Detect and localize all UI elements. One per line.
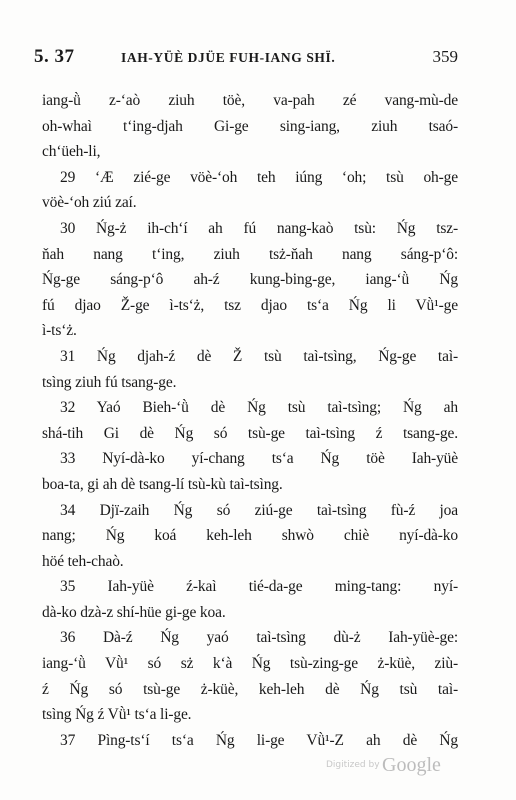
text-line: iang-ǜ z-‘aò ziuh töè, va-pah zé vang-mù-de [42,92,458,109]
text-line: shá-tih Gi dè Ńg só tsù-ge taì-tsìng ź tsang-ge. [42,424,458,442]
verse-start-line: 29 ‘Æ zié-ge vöè-‘oh teh iúng ‘oh; tsù oh-ge [60,168,458,186]
page-number: 359 [432,47,458,66]
text-line: Ńg-ge sáng-p‘ô ah-ź kung-bing-ge, iang-‘ǜ Ńg [42,271,458,289]
running-header [34,46,458,72]
text-line: boa-ta, gi ah dè tsang-lí tsù-kù taì-tsìng. [42,475,283,493]
text-line: ź Ńg só tsù-ge ż-küè, keh-leh dè Ńg tsù taì- [42,680,458,698]
text-line: dà-ko dzà-z shí-hüe gi-ge koa. [42,603,226,621]
text-line: ňah nang t‘ing, ziuh tsż-ňah nang sáng-p‘ô: [42,245,458,263]
digitized-by-text: Digitized by [326,760,380,770]
text-line: höé teh-chaò. [42,552,124,570]
google-watermark: Google [382,754,441,776]
text-line: nang; Ńg koá keh-leh shwò chiè nyí-dà-ko [42,527,458,545]
text-line: ì-ts‘ż. [42,322,77,340]
verse-start-line: 36 Dà-ź Ńg yaó taì-tsìng dù-ż Iah-yüè-ge: [60,629,458,647]
text-line: ch‘üeh-li, [42,143,101,161]
verse-start-line: 31 Ńg djah-ź dè Ž tsù taì-tsìng, Ńg-ge taì- [60,347,458,365]
verse-start-line: 37 Pìng-ts‘í ts‘a Ńg li-ge Vǜ¹-Z ah dè Ńg [60,731,458,749]
text-line: tsìng ziuh fú tsang-ge. [42,373,177,391]
text-line: oh-whaì t‘ing-djah Gi-ge sing-iang, ziuh tsaó- [42,117,458,135]
text-line: fú djao Ž-ge ì-ts‘ż, tsz djao ts‘a Ńg li Vǜ¹-ge [42,296,458,314]
verse-start-line: 34 Djï-zaih Ńg só ziú-ge taì-tsìng fù-ź joa [60,501,458,519]
text-line: iang-‘ǜ Vǜ¹ só sż k‘à Ńg tsù-zing-ge ż-küè, ziù- [42,655,458,673]
chapter-verse-ref: 5. 37 [34,46,75,67]
running-title: IAH-YÜÈ DJÜE FUH-IANG SHÏ. [121,50,336,65]
verse-start-line: 35 Iah-yüè ź-kaì tié-da-ge ming-tang: nyí- [60,578,458,596]
verse-start-line: 33 Nyí-dà-ko yí-chang ts‘a Ńg töè Iah-yüè [60,450,458,468]
verse-start-line: 32 Yaó Bieh-‘ǜ dè Ńg tsù taì-tsìng; Ńg ah [60,399,458,417]
page-body [42,88,458,753]
text-line: tsìng Ńg ź Vǜ¹ ts‘a li-ge. [42,706,192,724]
verse-start-line: 30 Ńg-ż ih-ch‘í ah fú nang-kaò tsù: Ńg tsz- [60,219,458,237]
text-line: vöè-‘oh ziú zaí. [42,194,137,212]
